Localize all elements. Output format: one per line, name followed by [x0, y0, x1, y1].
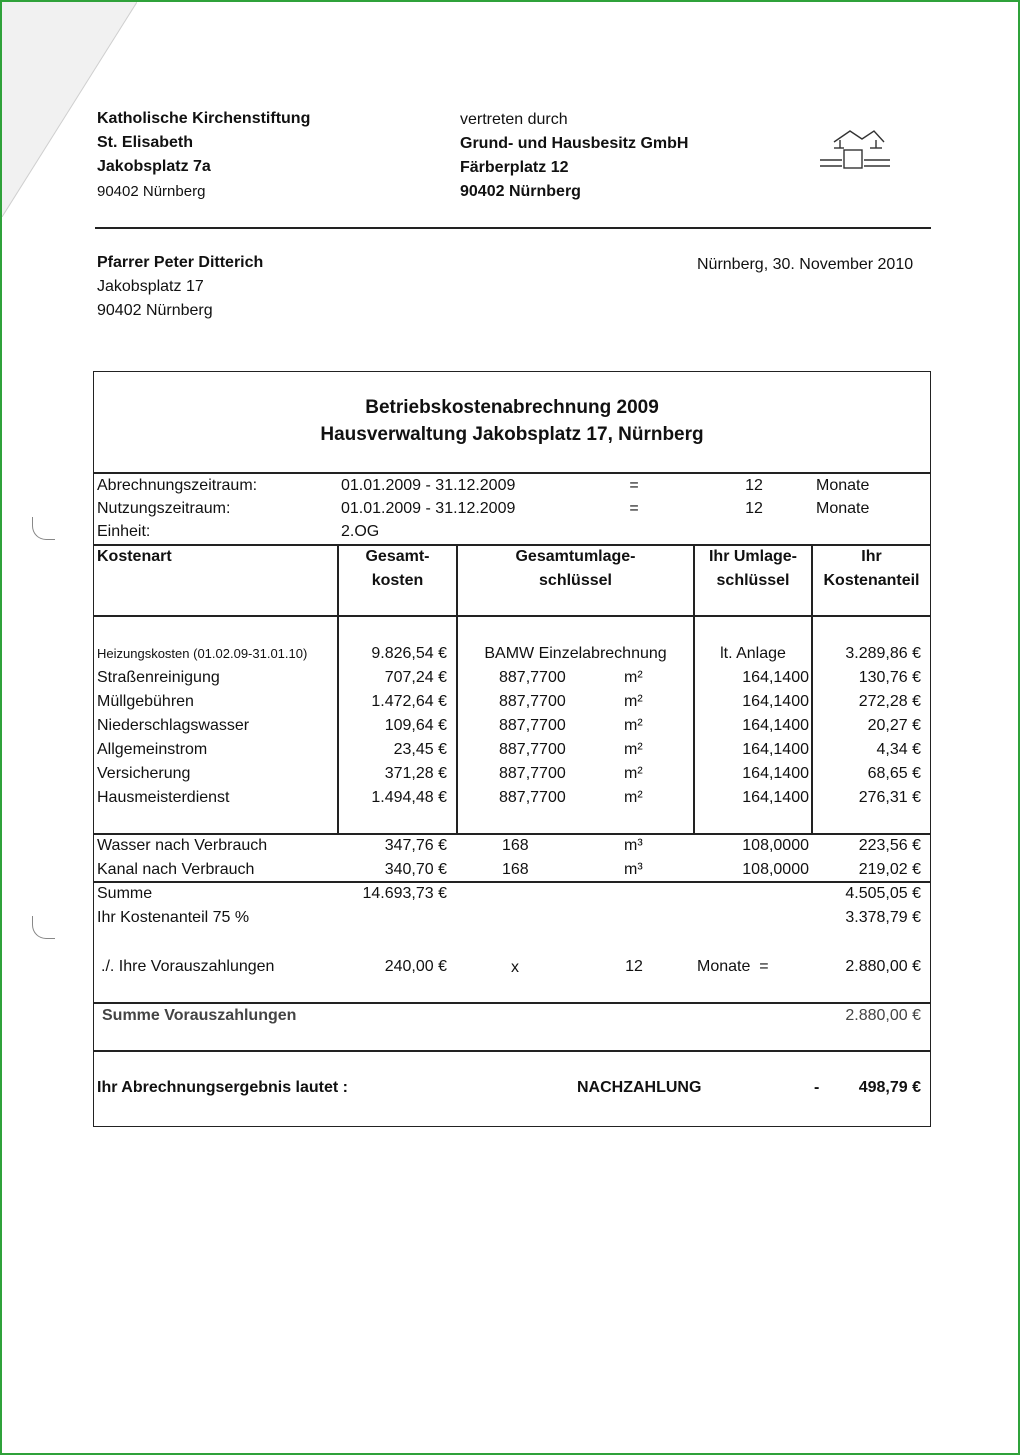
cost-row-label: Niederschlagswasser — [97, 717, 250, 734]
usage-row-share-key: 108,0000 — [742, 837, 809, 854]
usage-row-label: Kanal nach Verbrauch — [97, 861, 255, 878]
header-anteil: Ihr — [861, 548, 882, 565]
sender-line3: Jakobsplatz 7a — [97, 158, 211, 175]
agent-city: 90402 Nürnberg — [460, 183, 581, 200]
cost-row-total: 1.472,64 € — [371, 693, 447, 710]
share-label: Ihr Kostenanteil 75 % — [97, 909, 250, 926]
prepay-total: 2.880,00 € — [845, 958, 921, 975]
cost-row-unit: m² — [624, 789, 643, 806]
header-anteil: Kostenanteil — [823, 572, 920, 589]
usage-row-label: Wasser nach Verbrauch — [97, 837, 268, 854]
header-umlage: Ihr Umlage- — [708, 548, 797, 565]
cost-row-share: 20,27 € — [867, 717, 921, 734]
period-count: 12 — [745, 500, 763, 517]
house-logo-icon — [818, 128, 892, 174]
result-label: Ihr Abrechnungsergebnis lautet : — [97, 1079, 348, 1096]
cost-row-share-key: 164,1400 — [742, 717, 809, 734]
cost-row-total: 23,45 € — [393, 741, 447, 758]
sum-total: 14.693,73 € — [362, 885, 447, 902]
cost-row-label: Hausmeisterdienst — [97, 789, 230, 806]
cost-row-key: 887,7700 — [499, 693, 566, 710]
heating-share-key: lt. Anlage — [720, 645, 786, 662]
sender-line2: St. Elisabeth — [97, 134, 194, 151]
cost-row-key: 887,7700 — [499, 717, 566, 734]
result-type: NACHZAHLUNG — [577, 1079, 702, 1096]
heating-label: Heizungskosten (01.02.09-31.01.10) — [97, 646, 308, 661]
prepay-label: ./. Ihre Vorauszahlungen — [101, 958, 275, 975]
cost-row-share-key: 164,1400 — [742, 789, 809, 806]
period-range: 01.01.2009 - 31.12.2009 — [341, 477, 516, 494]
cost-row-share-key: 164,1400 — [742, 741, 809, 758]
prepay-sum-value: 2.880,00 € — [845, 1007, 921, 1024]
cost-row-total: 707,24 € — [384, 669, 447, 686]
cost-row-label: Allgemeinstrom — [97, 741, 208, 758]
cost-row-unit: m² — [624, 669, 643, 686]
usage-row-share: 219,02 € — [858, 861, 921, 878]
heating-total: 9.826,54 € — [371, 645, 447, 662]
result-sign: - — [814, 1079, 820, 1096]
share-value: 3.378,79 € — [845, 909, 921, 926]
statement-title: Betriebskostenabrechnung 2009 — [365, 397, 659, 418]
cost-row-share: 4,34 € — [876, 741, 921, 758]
header-kostenart: Kostenart — [97, 548, 172, 565]
header-schluessel: schlüssel — [539, 572, 612, 589]
usage-row-key: 168 — [502, 837, 529, 854]
sender-line4: 90402 Nürnberg — [97, 183, 206, 200]
prepay-x: x — [511, 959, 519, 976]
cost-row-share-key: 164,1400 — [742, 765, 809, 782]
recipient-name: Pfarrer Peter Ditterich — [97, 254, 264, 271]
period-label: Nutzungszeitraum: — [97, 500, 231, 517]
usage-row-key: 168 — [502, 861, 529, 878]
cost-row-share-key: 164,1400 — [742, 693, 809, 710]
cost-row-unit: m² — [624, 741, 643, 758]
agent-street: Färberplatz 12 — [460, 159, 569, 176]
cost-row-share: 272,28 € — [858, 693, 921, 710]
cost-row-unit: m² — [624, 693, 643, 710]
sum-label: Summe — [97, 885, 153, 902]
statement-subtitle: Hausverwaltung Jakobsplatz 17, Nürnberg — [320, 424, 704, 445]
heating-share: 3.289,86 € — [845, 645, 921, 662]
unit-value: 2.OG — [341, 523, 380, 540]
period-count: 12 — [745, 477, 763, 494]
cost-row-label: Müllgebühren — [97, 693, 194, 710]
cost-row-label: Versicherung — [97, 765, 191, 782]
header-gesamt: kosten — [371, 572, 424, 589]
cost-row-share: 130,76 € — [858, 669, 921, 686]
recipient-city: 90402 Nürnberg — [97, 302, 213, 319]
cost-row-key: 887,7700 — [499, 741, 566, 758]
heating-key: BAMW Einzelabrechnung — [484, 645, 667, 662]
result-value: 498,79 € — [858, 1079, 921, 1096]
period-range: 01.01.2009 - 31.12.2009 — [341, 500, 516, 517]
rule — [94, 1050, 930, 1052]
usage-row-total: 340,70 € — [384, 861, 447, 878]
unit-label: Einheit: — [97, 523, 151, 540]
header-schluessel: Gesamtumlage- — [515, 548, 636, 565]
cost-row-unit: m² — [624, 717, 643, 734]
recipient-street: Jakobsplatz 17 — [97, 278, 204, 295]
header-divider — [95, 227, 931, 229]
prepay-unit: Monate = — [697, 958, 769, 975]
prepay-sum-label: Summe Vorauszahlungen — [102, 1007, 297, 1024]
cost-row-unit: m² — [624, 765, 643, 782]
cost-row-key: 887,7700 — [499, 789, 566, 806]
header-umlage: schlüssel — [716, 572, 790, 589]
statement-table — [93, 371, 931, 1127]
cost-row-share: 68,65 € — [867, 765, 921, 782]
usage-row-unit: m³ — [624, 837, 643, 854]
cost-row-total: 371,28 € — [384, 765, 447, 782]
period-label: Abrechnungszeitraum: — [97, 477, 258, 494]
period-eq: = — [629, 477, 639, 494]
letter-date: Nürnberg, 30. November 2010 — [697, 256, 914, 273]
period-eq: = — [629, 500, 639, 517]
usage-row-share: 223,56 € — [858, 837, 921, 854]
period-unit: Monate — [816, 477, 870, 494]
sum-share: 4.505,05 € — [845, 885, 921, 902]
usage-row-unit: m³ — [624, 861, 643, 878]
usage-row-share-key: 108,0000 — [742, 861, 809, 878]
cost-row-key: 887,7700 — [499, 669, 566, 686]
cost-row-total: 109,64 € — [384, 717, 447, 734]
usage-row-total: 347,76 € — [384, 837, 447, 854]
sender-line1: Katholische Kirchenstiftung — [97, 110, 311, 127]
header-gesamt: Gesamt- — [365, 548, 430, 565]
prepay-count: 12 — [625, 958, 643, 975]
cost-row-label: Straßenreinigung — [97, 669, 220, 686]
agent-intro: vertreten durch — [460, 111, 568, 128]
rule — [94, 615, 930, 617]
cost-row-share: 276,31 € — [858, 789, 921, 806]
cost-row-key: 887,7700 — [499, 765, 566, 782]
agent-name: Grund- und Hausbesitz GmbH — [460, 135, 689, 152]
period-unit: Monate — [816, 500, 870, 517]
cost-row-share-key: 164,1400 — [742, 669, 809, 686]
cost-row-total: 1.494,48 € — [371, 789, 447, 806]
prepay-amount: 240,00 € — [384, 958, 447, 975]
